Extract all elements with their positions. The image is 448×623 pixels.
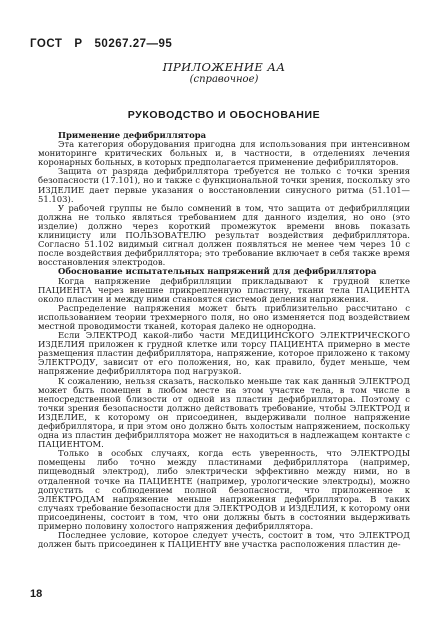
paragraph: Защита от разряда дефибриллятора требуется не только с точки зрения безопасности (17.101), но и также с функциональной точки зрения, поскольку это ИЗДЕЛИЕ дает первые указания о восстановлении синусного ритма (51.101—51.103). [38, 166, 410, 204]
page-number: 18 [30, 588, 43, 600]
paragraph: Эта категория оборудования пригодна для использования при интенсивном мониторинге критических больных и, в частности, в отделениях лечения коронарных больных, в которых предполагается применение дефибрилляторов. [38, 139, 410, 168]
appendix-title: ПРИЛОЖЕНИЕ АА [162, 60, 286, 74]
paragraph: Только в особых случаях, когда есть уверенность, что ЭЛЕКТРОДЫ помещены либо точно между пластинами дефибриллятора (например, пищеводный электрод), либо электрически эффективно между ними, но в отдаленной точке на ПАЦИЕНТЕ (например, урологические электроды), можно допустить с соблюдением полной безопасности, что приложенное к ЭЛЕКТРОДАМ напряжение меньше напряжения дефибриллятора. В таких случаях требование безопасности для ЭЛЕКТРОДОВ и ИЗДЕЛИЯ, к которому они присоединены, состоит в том, что они должны быть в состоянии выдерживать примерно половину холостого напряжения дефибриллятора. [38, 448, 410, 532]
section-heading: Обоснование испытательных напряжений для дефибриллятора [58, 266, 377, 277]
standard-code: ГОСТ [30, 38, 63, 50]
paragraph: У рабочей группы не было сомнений в том, что защита от дефибрилляции должна не только являться требованием для данного изделия, но оно (это изделие) должно через короткий промежуток времени вновь показать клиницисту или ПОЛЬЗОВАТЕЛЮ результат воздействия дефибриллятора. Согласно 51.102 видимый сигнал должен появляться не менее чем через 10 с после воздействия дефибриллятора; это требование включает в себя также время восстановления электродов. [38, 202, 410, 268]
paragraph: Распределение напряжения может быть приблизительно рассчитано с использованием теории трехмерного поля, но оно изменяется под воздействием местной проводимости тканей, которая далеко не однородна. [38, 302, 410, 331]
paragraph: Последнее условие, которое следует учесть, состоит в том, что ЭЛЕКТРОД должен быть присоединен к ПАЦИЕНТУ вне участка расположения пластин де- [38, 530, 410, 550]
standard-letter: Р [74, 38, 83, 50]
standard-number: 50267.27—95 [94, 38, 173, 50]
appendix-subtitle: (справочное) [189, 74, 259, 85]
paragraph: Когда напряжение дефибрилляции прикладывают к грудной клетке ПАЦИЕНТА через внешне прикрепленную пластину, ткани тела ПАЦИЕНТА около пластин и между ними становятся системой деления напряжения. [38, 275, 410, 304]
section-heading: Применение дефибриллятора [58, 130, 207, 140]
paragraph: Если ЭЛЕКТРОД какой-либо части МЕДИЦИНСКОГО ЭЛЕКТРИЧЕСКОГО ИЗДЕЛИЯ приложен к грудной клетке или торсу ПАЦИЕНТА примерно в месте размещения пластин дефибриллятора, напряжение, которое приложено к такому ЭЛЕКТРОДУ, зависит от его положения, но, как правило, будет меньше, чем напряжение дефибриллятора под нагрузкой. [38, 330, 410, 377]
paragraph: К сожалению, нельзя сказать, насколько меньше так как данный ЭЛЕКТРОД может быть помещен в любом месте на этом участке тела, в том числе в непосредственной близости от одной из пластин дефибриллятора. Поэтому с точки зрения безопасности должно действовать требование, чтобы ЭЛЕКТРОД и ИЗДЕЛИЕ, к которому он присоединен, выдерживали полное напряжение дефибриллятора, и при этом оно должно быть холостым напряжением, поскольку одна из пластин дефибриллятора может не находиться в надлежащем контакте с ПАЦИЕНТОМ. [38, 375, 410, 450]
standard-header [30, 38, 172, 50]
section-title: РУКОВОДСТВО И ОБОСНОВАНИЕ [127, 109, 321, 121]
body-text [38, 131, 410, 549]
